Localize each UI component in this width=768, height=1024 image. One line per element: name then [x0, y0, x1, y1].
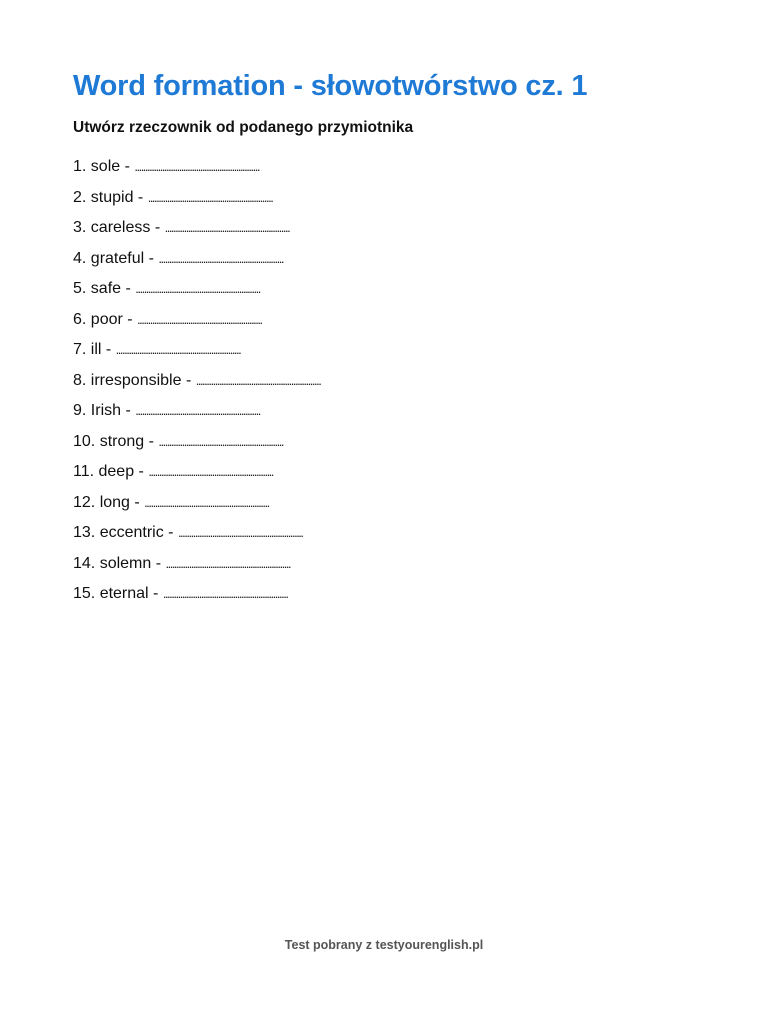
item-label: 12. long - — [73, 493, 145, 511]
exercise-item-15 — [73, 579, 320, 610]
item-label: 8. irresponsible - — [73, 371, 196, 389]
footer-source-note: Test pobrany z testyourenglish.pl — [284, 938, 484, 952]
item-label: 3. careless - — [73, 219, 165, 236]
answer-blank: ........................................................... — [165, 555, 291, 571]
exercise-item-4 — [73, 244, 320, 275]
item-label: 4. grateful - — [73, 249, 159, 267]
exercise-item-10 — [73, 427, 320, 458]
answer-blank: ........................................................... — [135, 281, 260, 296]
answer-blank: ........................................................... — [162, 586, 288, 601]
exercise-item-9 — [73, 396, 320, 427]
answer-blank: ........................................................... — [144, 494, 269, 510]
exercise-item-14 — [73, 549, 320, 580]
answer-blank: ........................................................... — [177, 525, 303, 540]
answer-blank: ........................................................... — [135, 403, 260, 418]
exercise-item-7 — [73, 335, 320, 366]
answer-blank: ........................................................... — [115, 342, 241, 357]
item-label: 2. stupid - — [73, 188, 148, 206]
item-label: 15. eternal - — [73, 585, 163, 602]
item-label: 13. eccentric - — [73, 524, 178, 541]
exercise-item-8 — [73, 366, 320, 397]
exercise-list — [73, 152, 320, 610]
exercise-item-5 — [73, 274, 320, 305]
exercise-item-3 — [73, 213, 320, 244]
answer-blank: ........................................................... — [134, 159, 259, 174]
exercise-item-1 — [73, 152, 320, 183]
item-label: 1. sole - — [73, 158, 135, 175]
item-label: 5. safe - — [73, 280, 136, 297]
item-label: 6. poor - — [73, 310, 138, 328]
item-label: 9. Irish - — [73, 402, 136, 419]
page-title: Word formation - słowotwórstwo cz. 1 — [73, 70, 588, 102]
item-label: 7. ill - — [73, 341, 116, 358]
item-label: 10. strong - — [73, 432, 159, 450]
answer-blank: ........................................................... — [164, 220, 290, 235]
exercise-item-2 — [73, 183, 320, 214]
exercise-item-11 — [73, 457, 320, 488]
answer-blank: ........................................................... — [158, 433, 283, 449]
exercise-item-6 — [73, 305, 320, 336]
item-label: 11. deep - — [73, 463, 149, 480]
instruction-text: Utwórz rzeczownik od podanego przymiotnika — [73, 119, 414, 136]
exercise-item-13 — [73, 518, 320, 549]
answer-blank: ........................................................... — [148, 464, 273, 479]
answer-blank: ........................................................... — [147, 189, 273, 205]
exercise-item-12 — [73, 488, 320, 519]
item-label: 14. solemn - — [73, 554, 166, 572]
answer-blank: ........................................................... — [195, 372, 321, 388]
answer-blank: ........................................................... — [137, 311, 262, 327]
answer-blank: ........................................................... — [158, 250, 283, 266]
